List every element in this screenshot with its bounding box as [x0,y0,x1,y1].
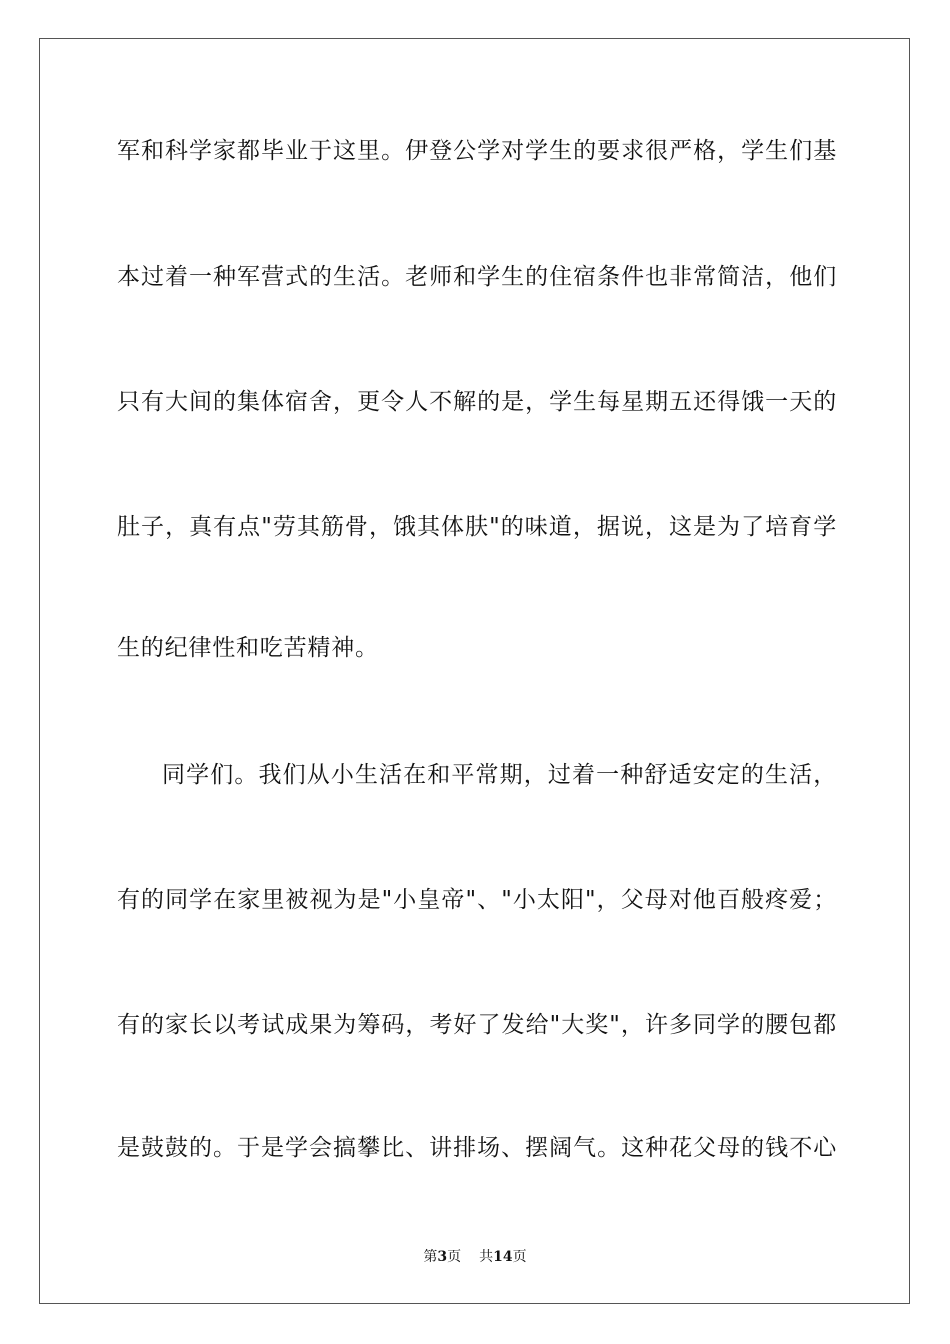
body-text-line-8: 有的家长以考试成果为筹码，考好了发给"大奖"，许多同学的腰包都 [117,1012,837,1038]
body-text-line-1: 军和科学家都毕业于这里。伊登公学对学生的要求很严格，学生们基 [117,138,837,164]
total-pages: 14 [493,1249,513,1265]
paragraph-first-line: 同学们。我们从小生活在和平常期，过着一种舒适安定的生活， [162,762,837,788]
total-label-prefix: 共 [479,1249,494,1265]
body-text-line-5: 生的纪律性和吃苦精神。 [117,635,379,661]
body-text-line-3: 只有大间的集体宿舍，更令人不解的是，学生每星期五还得饿一天的 [117,389,837,415]
body-text-line-7: 有的同学在家里被视为是"小皇帝"、"小太阳"，父母对他百般疼爱； [117,887,837,913]
body-text-line-9: 是鼓鼓的。于是学会搞攀比、讲排场、摆阔气。这种花父母的钱不心 [117,1135,837,1161]
page-label-suffix: 页 [447,1249,462,1265]
page-label-prefix: 第 [423,1249,438,1265]
page-number: 3 [437,1249,448,1265]
page-footer [0,1246,950,1266]
total-label-suffix: 页 [512,1249,527,1265]
page-border [39,38,910,1304]
body-text-line-4: 肚子，真有点"劳其筋骨，饿其体肤"的味道，据说，这是为了培育学 [117,514,837,540]
body-text-line-2: 本过着一种军营式的生活。老师和学生的住宿条件也非常简洁，他们 [117,264,837,290]
